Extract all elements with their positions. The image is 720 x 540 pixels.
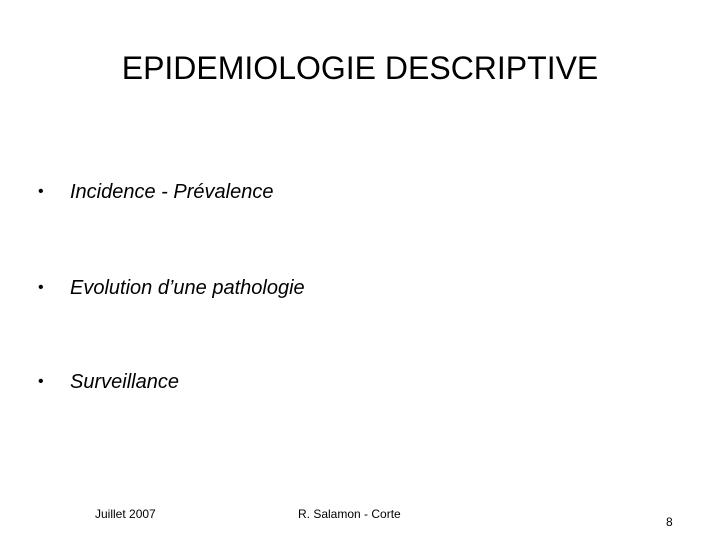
bullet-icon: •: [38, 183, 44, 200]
bullet-text: Evolution d’une pathologie: [70, 277, 305, 299]
list-item: [38, 177, 273, 207]
list-item: [38, 367, 179, 397]
footer-author: R. Salamon - Corte: [298, 507, 401, 521]
bullet-icon: •: [38, 279, 44, 296]
list-item: [38, 273, 305, 303]
bullet-icon: •: [38, 373, 44, 390]
page-number: 8: [666, 515, 673, 529]
slide-title: EPIDEMIOLOGIE DESCRIPTIVE: [121, 50, 599, 86]
footer-date: Juillet 2007: [95, 507, 156, 521]
bullet-text: Surveillance: [70, 371, 179, 393]
bullet-text: Incidence - Prévalence: [70, 181, 274, 203]
